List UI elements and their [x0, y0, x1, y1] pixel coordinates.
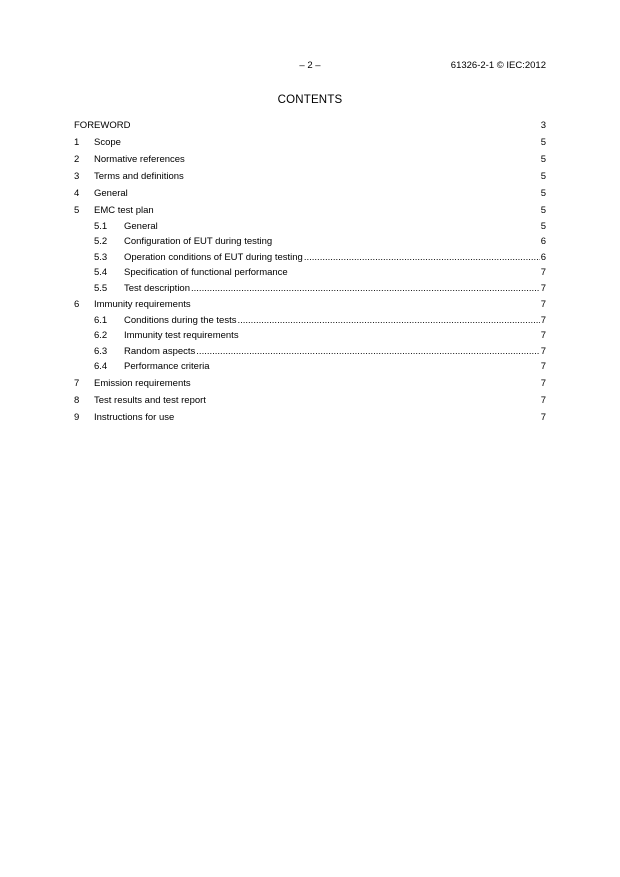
toc-leader-dots	[131, 119, 540, 129]
toc-entry-title: EMC test plan	[94, 205, 154, 216]
toc-leader-dots	[237, 313, 540, 323]
toc-entry-number: 5.2	[94, 236, 108, 248]
toc-entry-number: 6.3	[94, 345, 108, 357]
toc-leader-dots	[192, 376, 540, 386]
toc-entry-page: 5	[540, 154, 546, 165]
toc-entry-title: Configuration of EUT during testing	[124, 236, 273, 248]
table-of-contents	[74, 117, 546, 426]
toc-entry-normative-references[interactable]	[74, 151, 546, 168]
toc-entry-emission-requirements[interactable]	[74, 375, 546, 392]
toc-leader-dots	[211, 360, 540, 370]
toc-entry-title: General	[124, 221, 158, 232]
toc-entry-instructions-for-use[interactable]	[74, 409, 546, 426]
toc-entry-page: 7	[540, 298, 546, 310]
toc-leader-dots	[155, 204, 540, 214]
toc-entry-emc-test-plan[interactable]	[74, 202, 546, 219]
toc-entry-6-2-immunity-test-requirements[interactable]	[74, 328, 546, 343]
toc-leader-dots	[304, 250, 540, 260]
toc-entry-5-4-specification-of-functional-performance[interactable]	[74, 265, 546, 280]
toc-entry-immunity-requirements[interactable]	[74, 296, 546, 313]
toc-entry-number: 9	[74, 411, 80, 423]
page-number: – 2 –	[299, 60, 321, 71]
toc-entry-title: FOREWORD	[74, 120, 131, 131]
toc-entry-page: 5	[540, 221, 546, 232]
toc-entry-5-3-operation-conditions[interactable]	[74, 250, 546, 265]
toc-entry-title: Test description	[124, 282, 191, 294]
toc-entry-number: 7	[74, 377, 80, 389]
toc-entry-number: 5	[74, 205, 80, 216]
toc-entry-page: 7	[540, 361, 546, 373]
toc-entry-page: 7	[540, 345, 546, 357]
toc-leader-dots	[185, 170, 540, 180]
toc-entry-title: Performance criteria	[124, 361, 210, 373]
toc-entry-terms-and-definitions[interactable]	[74, 168, 546, 185]
toc-entry-number: 8	[74, 394, 80, 406]
toc-entry-page: 5	[540, 171, 546, 182]
toc-entry-page: 7	[540, 394, 546, 406]
toc-entry-number: 6.4	[94, 361, 108, 373]
toc-entry-page: 5	[540, 205, 546, 216]
toc-entry-page: 3	[540, 120, 546, 131]
toc-entry-title: Random aspects	[124, 345, 196, 357]
toc-entry-number: 6.1	[94, 314, 108, 326]
toc-leader-dots	[129, 187, 540, 197]
toc-leader-dots	[186, 153, 540, 163]
toc-entry-title: Immunity requirements	[94, 298, 191, 310]
toc-entry-6-3-random-aspects[interactable]	[74, 344, 546, 359]
toc-entry-title: Immunity test requirements	[124, 330, 239, 342]
toc-entry-title: Terms and definitions	[94, 171, 184, 182]
toc-leader-dots	[289, 266, 540, 276]
toc-entry-number: 5.1	[94, 221, 108, 232]
toc-entry-number: 5.3	[94, 251, 108, 263]
toc-leader-dots	[240, 329, 540, 339]
toc-entry-title: General	[94, 188, 128, 199]
toc-entry-general[interactable]	[74, 185, 546, 202]
toc-entry-title: Emission requirements	[94, 377, 191, 389]
toc-entry-page: 7	[540, 267, 546, 279]
toc-entry-number: 4	[74, 188, 80, 199]
contents-title: CONTENTS	[277, 94, 343, 106]
toc-entry-number: 5.4	[94, 267, 108, 279]
toc-entry-number: 2	[74, 154, 80, 165]
toc-leader-dots	[273, 235, 540, 245]
toc-entry-test-results-and-report[interactable]	[74, 392, 546, 409]
toc-entry-foreword[interactable]	[74, 117, 546, 134]
document-reference: 61326-2-1 © IEC:2012	[450, 60, 546, 71]
toc-entry-page: 6	[540, 236, 546, 248]
toc-leader-dots	[175, 410, 540, 420]
toc-entry-number: 5.5	[94, 282, 108, 294]
toc-entry-page: 7	[540, 282, 546, 294]
toc-entry-title: Instructions for use	[94, 411, 175, 423]
toc-entry-title: Specification of functional performance	[124, 267, 288, 279]
toc-leader-dots	[196, 344, 540, 354]
toc-entry-number: 6.2	[94, 330, 108, 342]
toc-entry-page: 7	[540, 314, 546, 326]
toc-entry-title: Test results and test report	[94, 394, 206, 406]
toc-entry-page: 5	[540, 188, 546, 199]
toc-entry-page: 7	[540, 411, 546, 423]
toc-leader-dots	[207, 393, 540, 403]
toc-leader-dots	[192, 297, 540, 307]
toc-entry-6-4-performance-criteria[interactable]	[74, 359, 546, 374]
toc-entry-6-1-conditions-during-tests[interactable]	[74, 313, 546, 328]
toc-leader-dots	[191, 281, 540, 291]
toc-entry-title: Normative references	[94, 154, 185, 165]
toc-entry-number: 1	[74, 137, 80, 148]
toc-entry-title: Operation conditions of EUT during testing	[124, 251, 303, 263]
toc-entry-number: 3	[74, 171, 80, 182]
toc-entry-title: Scope	[94, 137, 121, 148]
toc-entry-5-2-configuration-of-eut[interactable]	[74, 234, 546, 249]
toc-entry-5-5-test-description[interactable]	[74, 281, 546, 296]
toc-entry-page: 7	[540, 377, 546, 389]
toc-entry-page: 6	[540, 251, 546, 263]
toc-entry-scope[interactable]	[74, 134, 546, 151]
toc-entry-page: 7	[540, 330, 546, 342]
toc-entry-title: Conditions during the tests	[124, 314, 237, 326]
toc-entry-number: 6	[74, 298, 80, 310]
toc-entry-5-1-general[interactable]	[74, 219, 546, 234]
toc-leader-dots	[122, 136, 540, 146]
toc-entry-page: 5	[540, 137, 546, 148]
toc-leader-dots	[159, 220, 540, 230]
